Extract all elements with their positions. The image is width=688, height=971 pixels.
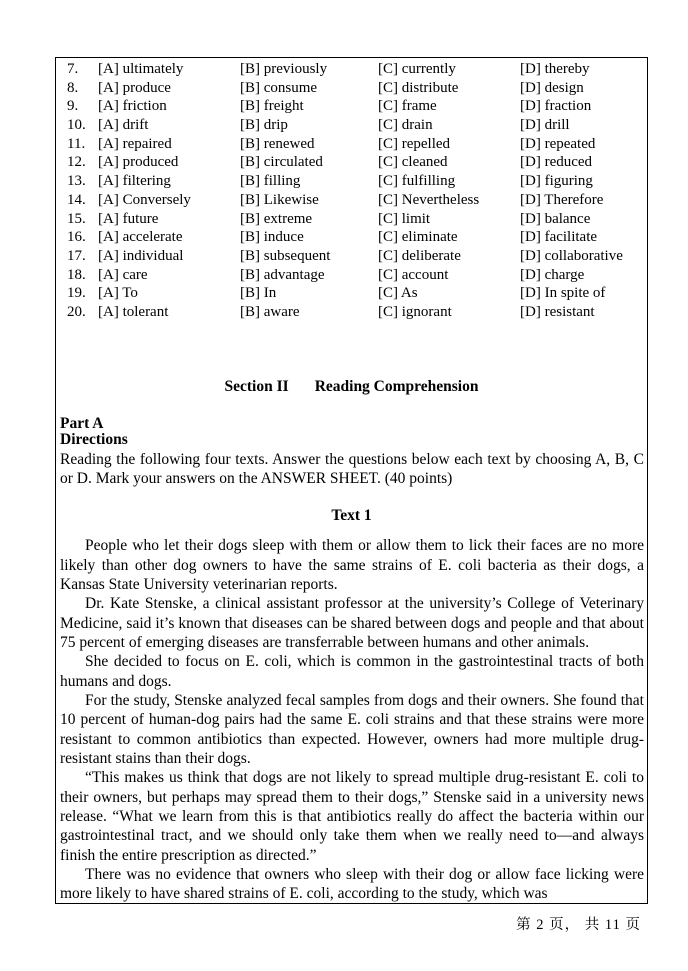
question-number: 17. — [67, 247, 86, 264]
option-d: [D] reduced — [520, 154, 593, 171]
question-number: 13. — [67, 173, 86, 190]
option-a: [A] filtering — [98, 173, 171, 190]
option-c: [C] ignorant — [378, 303, 452, 320]
option-c: [C] cleaned — [378, 154, 448, 171]
section-title: Reading Comprehension — [314, 377, 479, 395]
cloze-option-row — [56, 228, 647, 247]
option-d: [D] collaborative — [520, 247, 623, 264]
option-b: [B] circulated — [240, 154, 323, 171]
question-number: 14. — [67, 191, 86, 208]
option-c: [C] deliberate — [378, 247, 461, 264]
cloze-option-row — [56, 303, 647, 322]
cloze-option-row — [56, 172, 647, 191]
option-d: [D] charge — [520, 266, 585, 283]
text1-body — [60, 536, 644, 904]
directions-heading: Directions — [60, 430, 128, 448]
text1-paragraph: She decided to focus on E. coli, which is common in the gastrointestinal tracts of both humans and dogs. — [60, 653, 644, 690]
option-a: [A] future — [98, 210, 159, 227]
option-c: [C] limit — [378, 210, 431, 227]
option-b: [B] Likewise — [240, 191, 319, 208]
question-number: 15. — [67, 210, 86, 227]
question-number: 18. — [67, 266, 86, 283]
option-b: [B] consume — [240, 79, 318, 96]
option-c: [C] currently — [378, 61, 456, 77]
text1-heading: Text 1 — [331, 507, 372, 525]
cloze-option-row — [56, 284, 647, 303]
cloze-option-row — [56, 191, 647, 210]
option-d: [D] resistant — [520, 303, 595, 320]
option-d: [D] repeated — [520, 135, 596, 152]
option-b: [B] advantage — [240, 266, 325, 283]
option-a: [A] individual — [98, 247, 184, 264]
directions-text: Reading the following four texts. Answer the questions below each text by choosing A, B, C or D. Mark your answers on the ANSWER SHEET. (40 points) — [60, 450, 644, 487]
text1-paragraph: Dr. Kate Stenske, a clinical assistant professor at the university’s College of Veterinary Medicine, said it’s known that diseases can be shared between dogs and people and that about 75 percent of emerging diseases are transferrable between humans and other animals. — [60, 595, 644, 651]
option-a: [A] care — [98, 266, 148, 283]
option-c: [C] fulfilling — [378, 173, 456, 190]
option-b: [B] drip — [240, 117, 288, 134]
option-d: [D] design — [520, 79, 584, 96]
option-b: [B] aware — [240, 303, 300, 320]
option-c: [C] Nevertheless — [378, 191, 480, 208]
option-a: [A] produce — [98, 79, 171, 96]
question-number: 7. — [67, 61, 79, 77]
option-a: [A] Conversely — [98, 191, 191, 208]
page-number-footer: 第 2 页， 共 11 页 — [516, 917, 641, 933]
cloze-option-row — [56, 97, 647, 116]
question-number: 19. — [67, 285, 86, 302]
cloze-option-row — [56, 153, 647, 172]
option-c: [C] drain — [378, 117, 433, 134]
text1-paragraph: There was no evidence that owners who sleep with their dog or allow face licking were more likely to have shared strains of E. coli, according to the study, which was — [60, 866, 644, 903]
option-d: [D] facilitate — [520, 229, 598, 246]
option-b: [B] freight — [240, 98, 304, 115]
question-number: 9. — [67, 98, 79, 115]
question-number: 11. — [67, 135, 86, 152]
option-c: [C] distribute — [378, 79, 459, 96]
option-a: [A] tolerant — [98, 303, 169, 320]
option-a: [A] produced — [98, 154, 179, 171]
cloze-option-row — [56, 247, 647, 266]
option-d: [D] figuring — [520, 173, 593, 190]
cloze-option-row — [56, 116, 647, 135]
question-number: 8. — [67, 79, 79, 96]
option-d: [D] balance — [520, 210, 591, 227]
option-b: [B] subsequent — [240, 247, 331, 264]
option-b: [B] extreme — [240, 210, 313, 227]
part-a-heading: Part A — [60, 414, 104, 432]
text1-paragraph: “This makes us think that dogs are not likely to spread multiple drug-resistant E. coli to their owners, but perhaps may spread them to their dogs,” Stenske said in a university news release. “What we learn from this is that antibiotics really do affect the bacteria within our gastrointestinal tract, and we should only take them when we really need to—and always finish the entire prescription as directed.” — [60, 769, 644, 864]
option-d: [D] fraction — [520, 98, 592, 115]
option-d: [D] In spite of — [520, 285, 606, 302]
option-c: [C] repelled — [378, 135, 451, 152]
option-b: [B] induce — [240, 229, 304, 246]
question-number: 12. — [67, 154, 86, 171]
section-label: Section II — [224, 377, 289, 395]
text1-paragraph: For the study, Stenske analyzed fecal samples from dogs and their owners. She found that 10 percent of human-dog pairs had the same E. coli strains and that these strains were more resistant to common antibiotics than expected. However, owners had more multiple drug-resistant stains than their dogs. — [60, 691, 644, 767]
text1-paragraph: People who let their dogs sleep with them or allow them to lick their faces are no more likely than other dog owners to have the same strains of E. coli bacteria as their dogs, a Kansas State University veterinarian reports. — [60, 537, 644, 593]
option-d: [D] drill — [520, 117, 570, 134]
cloze-option-row — [56, 60, 647, 79]
option-c: [C] account — [378, 266, 449, 283]
option-b: [B] filling — [240, 173, 301, 190]
option-d: [D] Therefore — [520, 191, 604, 208]
section-heading — [56, 378, 647, 395]
question-number: 20. — [67, 303, 86, 320]
option-b: [B] previously — [240, 61, 328, 77]
cloze-option-row — [56, 79, 647, 98]
option-c: [C] frame — [378, 98, 437, 115]
option-a: [A] ultimately — [98, 61, 184, 77]
option-d: [D] thereby — [520, 61, 590, 77]
option-b: [B] In — [240, 285, 277, 302]
cloze-option-row — [56, 210, 647, 229]
question-number: 16. — [67, 229, 86, 246]
option-a: [A] accelerate — [98, 229, 183, 246]
option-c: [C] eliminate — [378, 229, 458, 246]
option-c: [C] As — [378, 285, 418, 302]
option-a: [A] repaired — [98, 135, 172, 152]
option-a: [A] To — [98, 285, 138, 302]
content-border-box — [55, 57, 648, 904]
option-a: [A] friction — [98, 98, 167, 115]
cloze-options-table — [56, 58, 647, 322]
cloze-option-row — [56, 135, 647, 154]
cloze-option-row — [56, 266, 647, 285]
question-number: 10. — [67, 117, 86, 134]
option-b: [B] renewed — [240, 135, 315, 152]
option-a: [A] drift — [98, 117, 149, 134]
